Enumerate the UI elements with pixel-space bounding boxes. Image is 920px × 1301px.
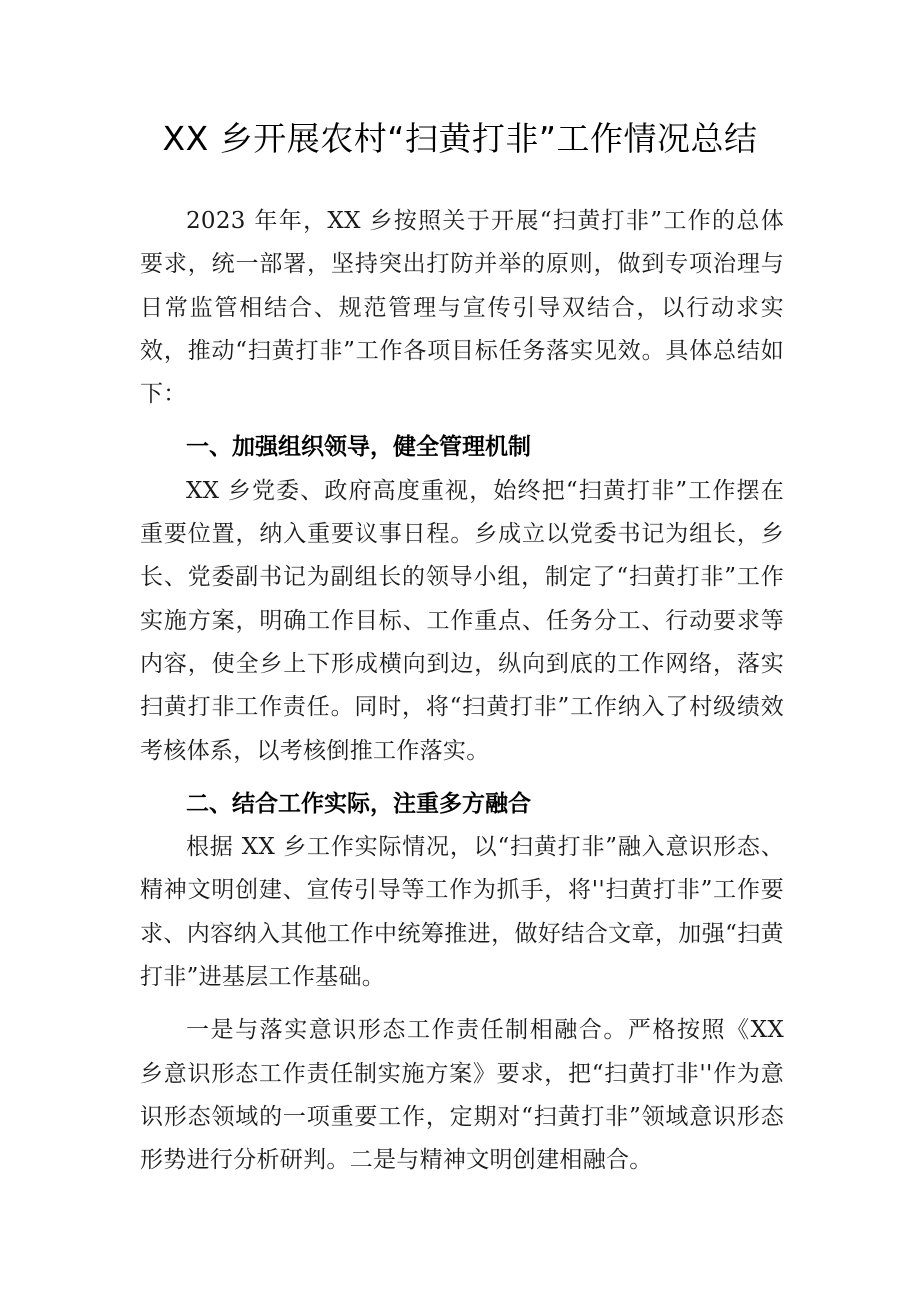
intro-paragraph: 2023 年年，XX 乡按照关于开展“扫黄打非”工作的总体要求，统一部署，坚持突出打防并举的原则，做到专项治理与日常监管相结合、规范管理与宣传引导双结合，以行动求实效，推动“扫黄打非”工作各项目标任务落实见效。具体总结如下： <box>140 208 784 408</box>
spacer <box>140 999 784 1009</box>
section-heading: 一、加强组织领导，健全管理机制 <box>186 434 531 461</box>
section-paragraph: 根据 XX 乡工作实际情况，以“扫黄打非”融入意识形态、精神文明创建、宣传引导等工作为抓手，将''扫黄打非”工作要求、内容纳入其他工作中统筹推进，做好结合文章，加强“扫黄打非”进基层工作基础。 <box>140 834 784 991</box>
section-heading: 二、结合工作实际，注重多方融合 <box>186 790 531 817</box>
document-title: XX 乡开展农村“扫黄打非”工作情况总结 <box>162 119 758 158</box>
spacer <box>140 773 784 783</box>
section-paragraph: 一是与落实意识形态工作责任制相融合。严格按照《XX 乡意识形态工作责任制实施方案》要求，把“扫黄打非''作为意识形态领域的一项重要工作，定期对“扫黄打非”领域意识形态形势进行分析研判。二是与精神文明创建相融合。 <box>140 1017 784 1174</box>
spacer <box>140 416 784 426</box>
document-body <box>140 200 784 1183</box>
section-paragraph: XX 乡党委、政府高度重视，始终把“扫黄打非”工作摆在重要位置，纳入重要议事日程。乡成立以党委书记为组长，乡长、党委副书记为副组长的领导小组，制定了“扫黄打非”工作实施方案，明确工作目标、工作重点、任务分工、行动要求等内容，使全乡上下形成横向到边，纵向到底的工作网络，落实扫黄打非工作责任。同时，将“扫黄打非”工作纳入了村级绩效考核体系，以考核倒推工作落实。 <box>140 477 784 764</box>
